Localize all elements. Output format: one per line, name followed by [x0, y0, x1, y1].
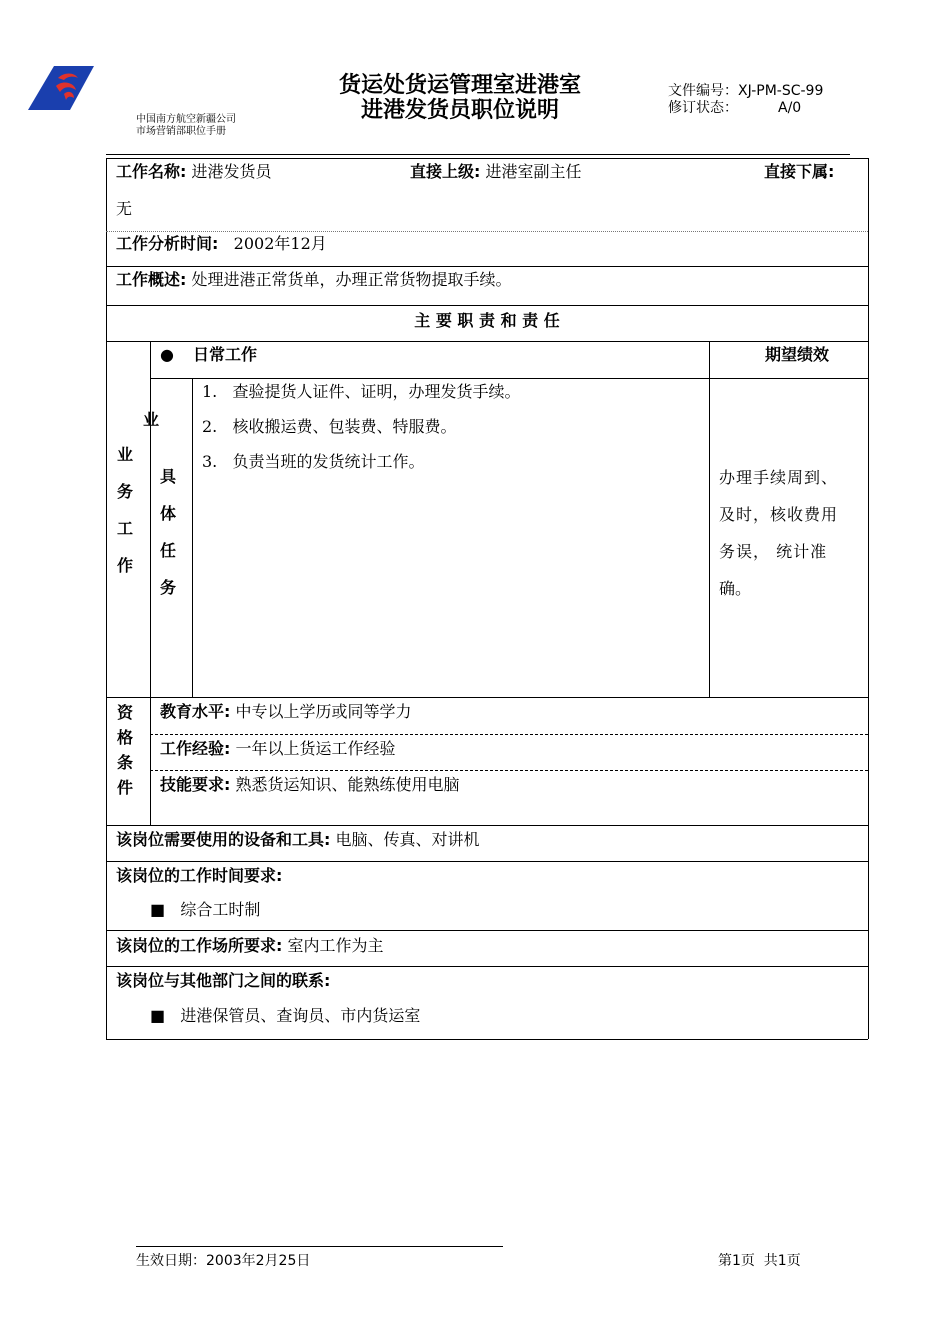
airline-logo-icon: [28, 66, 96, 112]
business-work-char: 务: [116, 482, 133, 501]
performance-line: 办理手续周到、: [719, 468, 839, 487]
duties-heading: 主 要 职 责 和 责 任: [414, 311, 560, 330]
qualifications-char: 资: [116, 703, 133, 722]
skills: [160, 775, 460, 795]
specific-tasks-char: 具: [159, 467, 176, 486]
job-name-value: 进港发货员: [191, 162, 272, 181]
performance-line: 及时，核收费用: [719, 505, 839, 524]
daily-work-label: 日常工作: [193, 345, 258, 364]
daily-work-bullet: ●: [160, 345, 174, 364]
effective-date-label: 生效日期：: [136, 1253, 206, 1269]
education: [160, 702, 412, 722]
effective-date-value: 2003年2月25日: [206, 1253, 311, 1269]
qualifications-char: 条: [116, 753, 133, 772]
analysis-time-label: 工作分析时间:: [116, 234, 219, 253]
analysis-time-value: 2002年12月: [233, 234, 327, 253]
job-name-label: 工作名称:: [116, 162, 187, 181]
row-line: [150, 770, 868, 771]
performance-line: 务误， 统计准: [719, 542, 828, 561]
company-name: 中国南方航空新疆公司: [136, 114, 236, 125]
row-line: [106, 305, 868, 306]
experience: [160, 739, 396, 759]
overview-value: 处理进港正常货单，办理正常货物提取手续。: [191, 270, 512, 289]
experience-label: 工作经验:: [160, 739, 231, 758]
performance-line: 确。: [719, 579, 752, 598]
table-border-bottom: [106, 1039, 868, 1040]
relations-item: [150, 1006, 420, 1026]
doc-number-label: 文件编号：: [668, 83, 738, 99]
superior: [410, 162, 582, 182]
education-label: 教育水平:: [160, 702, 231, 721]
table-border-left: [106, 158, 107, 1039]
equipment-value: 电脑、传真、对讲机: [335, 830, 480, 849]
effective-date: [136, 1250, 310, 1270]
specific-tasks-char: 务: [159, 578, 176, 597]
education-value: 中专以上学历或同等学力: [235, 702, 412, 721]
col-line: [709, 341, 710, 697]
square-bullet-icon: ■: [150, 900, 166, 919]
worktime-value: 综合工时制: [180, 900, 261, 919]
task-text: 负责当班的发货统计工作。: [232, 452, 425, 471]
overflow-char: 业: [143, 410, 160, 429]
specific-tasks-label: [158, 458, 178, 606]
page-number: 第1页 共1页: [718, 1253, 801, 1269]
row-line: [106, 861, 868, 862]
analysis-time: [116, 234, 327, 254]
row-line: [106, 825, 868, 826]
list-item: [202, 417, 457, 437]
row-line: [106, 266, 868, 267]
row-line: [106, 966, 868, 967]
skills-label: 技能要求:: [160, 775, 231, 794]
relations-value: 进港保管员、查询员、市内货运室: [180, 1006, 421, 1025]
task-number: 1.: [202, 382, 218, 401]
qualifications-char: 格: [116, 728, 133, 747]
skills-value: 熟悉货运知识、能熟练使用电脑: [235, 775, 460, 794]
header-rule: [106, 154, 850, 155]
business-work-char: 工: [116, 519, 133, 538]
task-text: 核收搬运费、包装费、特服费。: [232, 417, 457, 436]
table-border-right: [868, 158, 869, 1039]
qualifications-char: 件: [116, 778, 133, 797]
workplace-label: 该岗位的工作场所要求:: [116, 936, 283, 955]
task-number: 3.: [202, 452, 218, 471]
row-line: [106, 930, 868, 931]
business-work-char: 业: [116, 445, 133, 464]
qualifications-label: [115, 700, 135, 800]
task-text: 查验提货人证件、证明，办理发货手续。: [232, 382, 521, 401]
overview-label: 工作概述:: [116, 270, 187, 289]
row-line: [150, 378, 868, 379]
job-name: [116, 162, 272, 182]
specific-tasks-char: 体: [159, 504, 176, 523]
workplace-value: 室内工作为主: [287, 936, 384, 955]
equipment: [116, 830, 480, 850]
page-title-line1: 货运处货运管理室进港室: [338, 73, 581, 98]
col-line: [192, 378, 193, 697]
row-line: [106, 697, 868, 698]
square-bullet-icon: ■: [150, 1006, 166, 1025]
worktime-item: [150, 900, 260, 920]
row-line: [106, 341, 868, 342]
revision-value: A/0: [778, 100, 802, 116]
relations-label: 该岗位与其他部门之间的联系:: [116, 971, 331, 990]
subordinate-label: 直接下属:: [764, 162, 835, 181]
equipment-label: 该岗位需要使用的设备和工具:: [116, 830, 331, 849]
department-name: 市场营销部职位手册: [136, 126, 226, 137]
page-title-line2: 进港发货员职位说明: [360, 98, 559, 123]
business-work-label: [115, 436, 135, 584]
revision-label: 修订状态：: [668, 100, 738, 116]
subordinate-value: 无: [116, 199, 133, 218]
job-overview: [116, 270, 512, 290]
doc-number-value: XJ-PM-SC-99: [738, 83, 824, 99]
superior-label: 直接上级:: [410, 162, 481, 181]
revision-status: [668, 97, 801, 117]
table-border-top: [106, 158, 868, 159]
experience-value: 一年以上货运工作经验: [235, 739, 396, 758]
list-item: [202, 382, 521, 402]
task-number: 2.: [202, 417, 218, 436]
superior-value: 进港室副主任: [485, 162, 582, 181]
worktime-label: 该岗位的工作时间要求:: [116, 866, 283, 885]
specific-tasks-char: 任: [159, 541, 176, 560]
row-line: [106, 231, 868, 232]
workplace: [116, 936, 384, 956]
list-item: [202, 452, 425, 472]
row-line: [150, 734, 868, 735]
business-work-char: 作: [116, 556, 133, 575]
footer-rule: [136, 1246, 503, 1247]
expected-performance-label: 期望绩效: [765, 345, 830, 364]
